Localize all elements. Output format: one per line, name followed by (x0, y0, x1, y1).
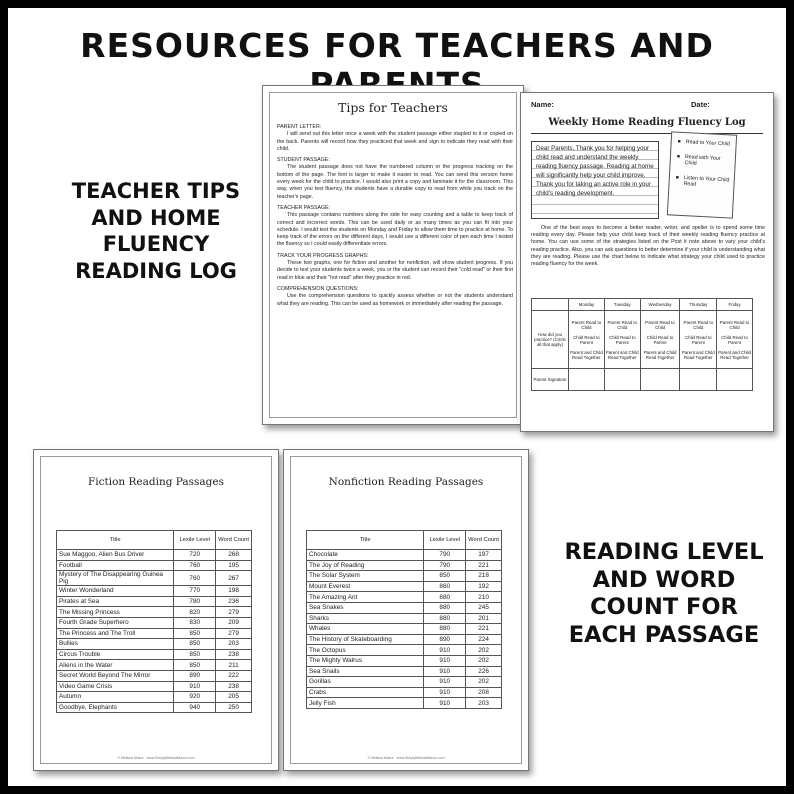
word-count: 209 (216, 617, 252, 628)
lexile-level: 860 (424, 581, 466, 592)
fiction-title: Fiction Reading Passages (87, 476, 225, 488)
signature-row-label: Parent Signature (532, 369, 569, 391)
column-header: Word Count (466, 531, 502, 550)
table-row (57, 607, 252, 618)
tips-section (277, 286, 513, 308)
tips-section (277, 253, 513, 282)
banner-title: RESOURCES FOR TEACHERS AND (80, 26, 714, 65)
lexile-level: 850 (174, 628, 216, 639)
lexile-level: 830 (174, 617, 216, 628)
practice-option: Parent and Child Read Together (570, 349, 603, 360)
passage-title: The Mighty Walrus (307, 655, 424, 666)
practice-cell (604, 311, 640, 369)
right-feature-label (540, 539, 786, 650)
table-row (307, 634, 502, 645)
table-row (57, 571, 252, 586)
table-row (307, 655, 502, 666)
practice-option: Parent and Child Read Together (718, 349, 751, 360)
practice-row-label: How did you practice? (Circle all that apply) (532, 311, 569, 369)
word-count: 222 (216, 670, 252, 681)
tips-body (277, 124, 513, 312)
practice-option: Parent and Child Read Together (681, 349, 715, 360)
day-header: Wednesday (640, 299, 680, 311)
table-row (57, 560, 252, 571)
practice-option: Parent Read to Child (571, 319, 602, 330)
log-title: Weekly Home Reading Fluency Log (548, 117, 746, 128)
table-row (57, 586, 252, 597)
word-count: 267 (216, 571, 252, 586)
tips-for-teachers-page (262, 85, 524, 425)
practice-log-table (531, 298, 753, 391)
word-count: 203 (466, 698, 502, 709)
lexile-level: 880 (424, 592, 466, 603)
tips-section (277, 157, 513, 201)
tips-section-body: Use the comprehension questions to quickly assess whether or not the students understand what they are reading. This can be used as homework or immediately after reading the passage. (277, 293, 513, 307)
word-count: 221 (466, 624, 502, 635)
word-count: 224 (466, 634, 502, 645)
lexile-level: 910 (424, 698, 466, 709)
fluency-log-page (520, 92, 774, 432)
nonfiction-table (306, 530, 502, 709)
right-label-line: EACH PASSAGE (568, 622, 760, 649)
passage-title: Whales (307, 624, 424, 635)
table-row (57, 702, 252, 713)
passage-title: The Missing Princess (57, 607, 174, 618)
lexile-level: 910 (174, 681, 216, 692)
column-header: Title (307, 531, 424, 550)
column-header: Title (57, 531, 174, 550)
parent-note: Dear Parents, Thank you for helping your child read and understand the weekly reading fluency passage. Reading at home will significantly help your child improve. Thank you for taking an active role in your child's reading development. (531, 141, 659, 219)
word-count: 250 (216, 702, 252, 713)
lexile-level: 850 (174, 660, 216, 671)
right-label-line: COUNT FOR (590, 594, 738, 621)
post-it-option: ■ Listen to Your Child Read (675, 175, 730, 190)
table-row (307, 698, 502, 709)
passage-title: Bullies (57, 639, 174, 650)
practice-option: Parent Read to Child (645, 319, 675, 330)
lexile-level: 780 (174, 596, 216, 607)
table-row (307, 592, 502, 603)
day-header: Tuesday (604, 299, 640, 311)
passage-title: The History of Skateboarding (307, 634, 424, 645)
column-header: Lexile Level (174, 531, 216, 550)
column-header: Word Count (216, 531, 252, 550)
tips-section-heading: TRACK YOUR PROGRESS GRAPHS: (277, 252, 369, 259)
word-count: 226 (466, 666, 502, 677)
right-label-line: READING LEVEL (564, 539, 764, 565)
lexile-level: 880 (424, 602, 466, 613)
table-row (307, 550, 502, 561)
word-count: 201 (466, 613, 502, 624)
table-row (307, 645, 502, 656)
passage-title: Mount Everest (307, 581, 424, 592)
lexile-level: 850 (424, 571, 466, 582)
word-count: 202 (466, 677, 502, 688)
passage-title: Goodbye, Elephants (57, 702, 174, 713)
table-row (57, 670, 252, 681)
passage-title: Mystery of The Disappearing Guinea Pig (57, 571, 174, 586)
practice-option: Child Read to Parent (608, 334, 636, 345)
word-count: 236 (216, 596, 252, 607)
fiction-table (56, 530, 252, 713)
lexile-level: 850 (174, 639, 216, 650)
lexile-level: 770 (174, 586, 216, 597)
lexile-level: 880 (424, 613, 466, 624)
practice-option: Parent Read to Child (683, 319, 714, 330)
post-it-option: ■ Read with Your Child (676, 154, 731, 169)
table-row (307, 687, 502, 698)
practice-option: Parent Read to Child (719, 319, 750, 330)
word-count: 268 (216, 550, 252, 561)
passage-title: The Octopus (307, 645, 424, 656)
table-row (307, 571, 502, 582)
table-row (57, 617, 252, 628)
table-row (307, 560, 502, 571)
left-label-line: TEACHER TIPS (71, 179, 241, 203)
practice-option: Child Read to Parent (684, 334, 712, 345)
table-row (57, 628, 252, 639)
page-footer: © Melissa Mazur · www.SimplyMelissaMazur.com (367, 756, 445, 760)
tips-section-body: This passage contains numbers along the side for easy counting and a table to keep track of correct and incorrect words. This can be used daily or as many times as you can fit into your schedule. I would test the students on Monday and Friday to allow them time to practice at home. To keep track of the errors on the different days, I would use a different color of pen each time I tested the fluency so I could easily differentiate errors. (277, 212, 513, 248)
nonfiction-passages-page (283, 449, 529, 771)
passage-title: Secret World Beyond The Mirror (57, 670, 174, 681)
tips-section-heading: COMPREHENSION QUESTIONS: (277, 285, 359, 292)
word-count: 195 (216, 560, 252, 571)
word-count: 205 (216, 692, 252, 703)
lexile-level: 890 (174, 670, 216, 681)
practice-cell (640, 311, 680, 369)
lexile-level: 910 (424, 666, 466, 677)
name-label: Name: (531, 100, 554, 109)
page-footer: © Melissa Mazur · www.SimplyMelissaMazur.com (117, 756, 195, 760)
passage-title: Gorillas (307, 677, 424, 688)
passage-title: Fourth Grade Superhero (57, 617, 174, 628)
left-feature-label (56, 178, 256, 285)
lexile-level: 820 (174, 607, 216, 618)
word-count: 211 (216, 660, 252, 671)
right-label-line: AND WORD (592, 566, 736, 593)
table-row (57, 596, 252, 607)
table-row (57, 681, 252, 692)
practice-option: Parent and Child Read Together (605, 349, 639, 360)
day-header: Thursday (680, 299, 717, 311)
practice-option: Child Read to Parent (573, 334, 600, 345)
practice-cell (680, 311, 717, 369)
word-count: 192 (466, 581, 502, 592)
lexile-level: 760 (174, 560, 216, 571)
table-row (307, 624, 502, 635)
column-header: Lexile Level (424, 531, 466, 550)
lexile-level: 880 (424, 624, 466, 635)
tips-section-heading: TEACHER PASSAGE: (277, 204, 331, 211)
word-count: 238 (216, 681, 252, 692)
word-count: 221 (466, 560, 502, 571)
table-row (307, 677, 502, 688)
left-label-line: FLUENCY (102, 232, 210, 257)
passage-title: Autumn (57, 692, 174, 703)
day-header: Monday (569, 299, 605, 311)
table-row (307, 666, 502, 677)
fiction-passages-page (33, 449, 279, 771)
word-count: 202 (466, 645, 502, 656)
table-row (57, 649, 252, 660)
passage-title: The Princess and The Troll (57, 628, 174, 639)
passage-title: Winter Wonderland (57, 586, 174, 597)
word-count: 203 (216, 639, 252, 650)
practice-option: Parent and Child Read Together (643, 349, 677, 360)
table-row (307, 602, 502, 613)
passage-title: Sea Snails (307, 666, 424, 677)
word-count: 279 (216, 628, 252, 639)
log-header (531, 100, 763, 109)
lexile-level: 910 (424, 645, 466, 656)
tips-section-body: I will send out this letter once a week with the student passage either stapled to it or copied on the back. Parents will record how they practiced that week and sign to indicate they read with their child. (277, 131, 513, 152)
lexile-level: 790 (424, 550, 466, 561)
word-count: 198 (216, 586, 252, 597)
post-it-option: ■ Read to Your Child (678, 139, 732, 148)
passage-title: Chocolate (307, 550, 424, 561)
lexile-level: 890 (424, 634, 466, 645)
word-count: 202 (466, 655, 502, 666)
post-it-note (667, 131, 737, 218)
table-row (307, 581, 502, 592)
practice-option: Parent Read to Child (607, 319, 638, 330)
word-count: 197 (466, 550, 502, 561)
practice-cell (569, 311, 605, 369)
tips-section-heading: PARENT LETTER: (277, 124, 322, 130)
passage-title: The Joy of Reading (307, 560, 424, 571)
lexile-level: 910 (424, 677, 466, 688)
table-row (57, 660, 252, 671)
practice-option: Child Read to Parent (721, 334, 748, 345)
passage-title: Pirates at Sea (57, 596, 174, 607)
lexile-level: 920 (174, 692, 216, 703)
lexile-level: 940 (174, 702, 216, 713)
lexile-level: 790 (424, 560, 466, 571)
word-count: 218 (466, 571, 502, 582)
lexile-level: 850 (174, 649, 216, 660)
word-count: 208 (466, 687, 502, 698)
tips-section (277, 205, 513, 249)
lexile-level: 760 (174, 571, 216, 586)
word-count: 279 (216, 607, 252, 618)
passage-title: The Amazing Ant (307, 592, 424, 603)
passage-title: Football (57, 560, 174, 571)
passage-title: Aliens in the Water (57, 660, 174, 671)
left-label-line: READING LOG (75, 258, 237, 283)
word-count: 245 (466, 602, 502, 613)
table-row (57, 550, 252, 561)
passage-title: Crabs (307, 687, 424, 698)
lexile-level: 910 (424, 655, 466, 666)
passage-title: Sue Maggoo, Alien Bus Driver (57, 550, 174, 561)
tips-section (277, 124, 513, 153)
passage-title: Jelly Fish (307, 698, 424, 709)
passage-title: Circus Trouble (57, 649, 174, 660)
date-label: Date: (691, 100, 710, 109)
passage-title: The Solar System (307, 571, 424, 582)
tips-section-body: The student passage does not have the numbered column or the progress tracking on the bottom of the page. The font is larger to make it easier to read. You can send this version home every week for the child to practice. I would also print a copy and laminate it for the classroom. This way, when you test fluency, the students have a durable copy to read from while you track on the teacher's page. (277, 164, 513, 200)
log-paragraph: One of the best ways to become a better reader, writer, and speller is to spend some time reading every day. Please help your child keep track of their weekly reading fluency practice at home. You can use some of the strategies listed on the Post it note above to vary your child's reading practice. Also, you can ask questions to better determine if your child is understanding what they are reading. Please use the chart below to indicate what strategy your child used to practice reading fluency for the week. (531, 225, 765, 268)
passage-title: Video Game Crisis (57, 681, 174, 692)
word-count: 238 (216, 649, 252, 660)
tips-section-heading: STUDENT PASSAGE: (277, 157, 330, 164)
practice-option: Child Read to Parent (646, 334, 674, 345)
practice-cell (717, 311, 753, 369)
tips-section-body: These two graphs, one for fiction and another for nonfiction, will show student progress. If you decide to test your students twice a week, you or the student can record their "cold read" or their first read in blue and their "hot read" after they practice in red. (277, 260, 513, 281)
tips-title: Tips for Teachers (338, 100, 448, 115)
lexile-level: 910 (424, 687, 466, 698)
table-row (57, 639, 252, 650)
word-count: 210 (466, 592, 502, 603)
passage-title: Sharks (307, 613, 424, 624)
product-image (8, 8, 786, 786)
day-header: Friday (717, 299, 753, 311)
left-label-line: AND HOME (91, 205, 221, 230)
table-row (307, 613, 502, 624)
nonfiction-title: Nonfiction Reading Passages (328, 476, 484, 488)
passage-title: Sea Snakes (307, 602, 424, 613)
table-row (57, 692, 252, 703)
lexile-level: 720 (174, 550, 216, 561)
